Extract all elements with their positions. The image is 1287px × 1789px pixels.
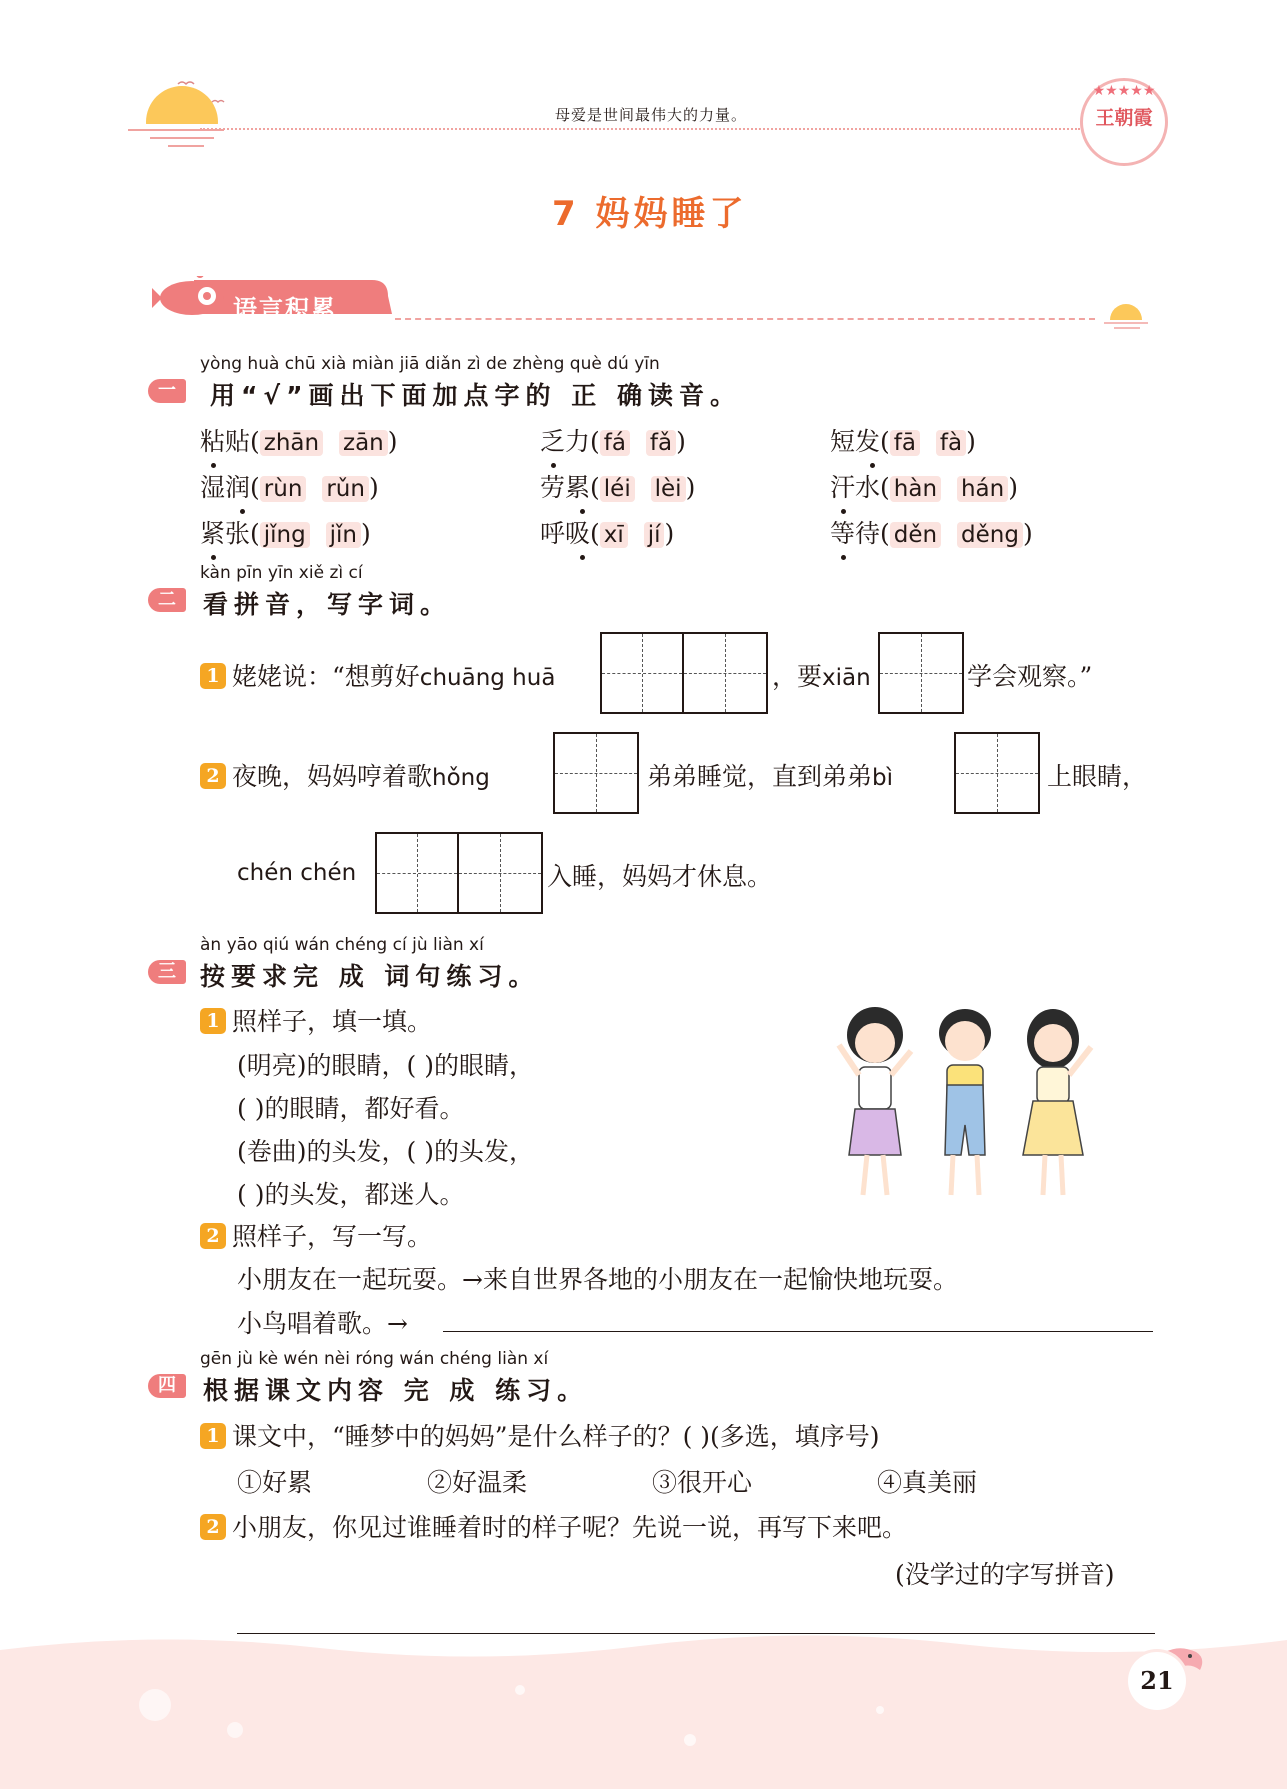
q1-item-3-rest: 发(: [855, 422, 890, 458]
small-sun-icon: [1100, 294, 1152, 334]
lesson-title: 7 妈妈睡了: [552, 194, 748, 234]
q1-item-8-first-char: 呼: [540, 519, 566, 548]
q1-item-8-option-b[interactable]: jí: [644, 522, 665, 548]
q4-s2-number: 2: [200, 1514, 226, 1540]
q1-item-9-option-a[interactable]: děn: [890, 522, 941, 548]
q1-item-2-option-a[interactable]: fá: [600, 430, 630, 456]
q1-item-6: [830, 468, 1018, 504]
q4-option-3: ③很开心: [652, 1468, 753, 1497]
q1-item-7-rest: 张(: [225, 519, 260, 548]
q1-badge: 一: [148, 379, 186, 403]
q1-item-1-option-b[interactable]: zān: [339, 430, 388, 456]
q1-item-2-close: ): [676, 427, 686, 456]
q2-s1-box-1[interactable]: [600, 632, 768, 714]
q2-badge: 二: [148, 588, 186, 612]
q1-item-8-close: ): [664, 519, 675, 548]
q1-item-1-option-a[interactable]: zhān: [260, 430, 323, 456]
q3-s1-title: [200, 1002, 432, 1038]
q3-s2-number: 2: [200, 1223, 226, 1249]
q3-s2-prompt: 小鸟唱着歌。→: [237, 1309, 408, 1338]
q1-item-6-option-b[interactable]: hán: [957, 476, 1008, 502]
q4-option-2: ②好温柔: [427, 1468, 528, 1497]
q4-title: 根据课文内容 完 成 练习。: [203, 1376, 589, 1405]
q1-item-9-rest: 待(: [855, 519, 890, 548]
q2-title: 看拼音，写字词。: [203, 590, 452, 619]
q2-s2-box-1[interactable]: [553, 732, 639, 814]
q1-item-6-close: ): [1008, 473, 1018, 502]
q1-item-6-rest: 水(: [855, 473, 890, 502]
q1-item-9-option-b[interactable]: děng: [957, 522, 1023, 548]
q4-s1-text[interactable]: 课文中，“睡梦中的妈妈”是什么样子的？( )(多选，填序号): [232, 1422, 880, 1451]
q1-item-6-option-a[interactable]: hàn: [890, 476, 941, 502]
q1-item-1-dot-char: 粘: [200, 422, 225, 458]
header-divider: [200, 128, 1080, 130]
q1-item-5-close: ): [685, 473, 696, 502]
brand-seal: [1080, 78, 1168, 166]
q3-badge: 三: [148, 960, 186, 984]
q2-s2-end: 入睡，妈妈才休息。: [547, 862, 773, 891]
q1-item-2-dot-char: 乏: [540, 422, 565, 458]
q2-s1-tail: 学会观察。”: [967, 662, 1093, 691]
seal-text: 王朝霞: [1095, 107, 1153, 129]
q2-s2-lead: [200, 757, 490, 793]
q4-s2-note: (没学过的字写拼音): [895, 1560, 1115, 1589]
header-motto: 母爱是世间最伟大的力量。: [555, 106, 748, 124]
q2-s2-tail: 上眼睛，: [1047, 762, 1148, 791]
q4-s1-number: 1: [200, 1423, 226, 1449]
three-girls-illustration: [825, 1005, 1105, 1215]
q1-item-2-option-b[interactable]: fǎ: [646, 430, 676, 456]
q3-title: 按要求完 成 词句练习。: [200, 962, 540, 991]
q2-s1-mid: [772, 657, 871, 693]
q2-s2-pinyin-3: chén chén: [237, 860, 357, 886]
q1-item-3-option-a[interactable]: fā: [890, 430, 920, 456]
q1-item-8-option-a[interactable]: xī: [600, 522, 628, 548]
q4-s2: [200, 1508, 907, 1544]
q1-pinyin: yòng huà chū xià miàn jiā diǎn zì de zhèng què dú yīn: [200, 354, 660, 374]
q1-item-4-close: ): [368, 473, 379, 502]
q1-item-5-first-char: 劳: [540, 473, 566, 502]
q1-item-3-close: ): [966, 427, 976, 456]
q4-s1: [200, 1417, 880, 1453]
writing-cell[interactable]: [956, 734, 1038, 812]
q2-s2-box-3[interactable]: [375, 832, 543, 914]
writing-cell[interactable]: [555, 734, 637, 812]
q1-item-5: [540, 468, 695, 504]
q4-option-4: ④真美丽: [877, 1468, 978, 1497]
q3-s1-line-3[interactable]: (卷曲)的头发，( )的头发，: [237, 1137, 534, 1166]
q4-option-1: ①好累: [237, 1468, 313, 1497]
q1-item-9: [830, 514, 1033, 550]
q3-s1-line-2[interactable]: ( )的眼睛，都好看。: [237, 1094, 465, 1123]
q3-s1-line-4[interactable]: ( )的头发，都迷人。: [237, 1180, 465, 1209]
writing-cell[interactable]: [377, 834, 459, 912]
q3-s2-title: [200, 1217, 432, 1253]
q1-item-3-first-char: 短: [830, 427, 856, 456]
q2-s1-box-2[interactable]: [878, 632, 964, 714]
q1-item-2-rest: 力(: [565, 427, 600, 456]
q2-s2-box-2[interactable]: [954, 732, 1040, 814]
q3-s1-line-1[interactable]: (明亮)的眼睛，( )的眼睛，: [237, 1051, 534, 1080]
q4-s2-text: 小朋友，你见过谁睡着时的样子呢？先说一说，再写下来吧。: [232, 1513, 908, 1542]
writing-cell[interactable]: [684, 634, 766, 712]
q3-s1-number: 1: [200, 1008, 226, 1034]
q1-item-1: [200, 422, 398, 458]
q1-item-4-option-b[interactable]: rǔn: [322, 476, 369, 502]
q2-pinyin: kàn pīn yīn xiě zì cí: [200, 563, 363, 583]
q3-pinyin: àn yāo qiú wán chéng cí jù liàn xí: [200, 935, 484, 955]
writing-cell[interactable]: [880, 634, 962, 712]
q1-item-7-close: ): [361, 519, 371, 548]
q4-pinyin: gēn jù kè wén nèi róng wán chéng liàn xí: [200, 1349, 549, 1369]
q2-s1-text-b: ，要: [772, 662, 823, 691]
q1-item-1-rest: 贴(: [225, 427, 260, 456]
q4-badge: 四: [148, 1374, 186, 1398]
q1-item-5-option-a[interactable]: léi: [600, 476, 635, 502]
q1-title: 用“√”画出下面加点字的 正 确读音。: [210, 381, 741, 410]
bottom-wave-decoration: [0, 1620, 1287, 1789]
q1-item-1-close: ): [387, 427, 398, 456]
q2-s2-number: 2: [200, 763, 226, 789]
q1-item-5-rest: 累(: [565, 468, 600, 504]
writing-cell[interactable]: [602, 634, 684, 712]
q2-s1-pinyin-1: chuāng huā: [419, 665, 556, 691]
q1-item-9-close: ): [1022, 519, 1033, 548]
q1-item-3: [830, 422, 976, 458]
q2-s2-pinyin-2: bì: [872, 765, 894, 791]
q2-s2-text-b: 弟弟睡觉，直到弟弟: [647, 762, 873, 791]
writing-cell[interactable]: [459, 834, 541, 912]
q1-item-7-dot-char: 紧: [200, 514, 225, 550]
section-divider: [395, 318, 1095, 320]
q1-item-7-option-b[interactable]: jǐn: [326, 522, 361, 548]
q3-s2-example: 小朋友在一起玩耍。→来自世界各地的小朋友在一起愉快地玩耍。: [237, 1265, 958, 1294]
q1-item-3-option-b[interactable]: fà: [936, 430, 966, 456]
q1-item-7-option-a[interactable]: jǐng: [260, 522, 310, 548]
q1-item-8-rest: 吸(: [565, 514, 600, 550]
q1-item-4-first-char: 湿: [200, 473, 226, 502]
q1-item-4-option-a[interactable]: rùn: [260, 476, 307, 502]
seal-stars-icon: ★★★★★: [1092, 83, 1156, 99]
q2-s1-number: 1: [200, 663, 226, 689]
q2-s2-line2: [237, 857, 356, 886]
q1-item-4-rest: 润(: [225, 468, 260, 504]
q3-s1-title-text: 照样子，填一填。: [232, 1007, 433, 1036]
q1-item-7: [200, 514, 371, 550]
q2-s2-text-a: 夜晚，妈妈哼着歌: [232, 762, 433, 791]
q1-item-9-dot-char: 等: [830, 514, 855, 550]
q2-s1-text-a: 姥姥说：“想剪好: [232, 662, 420, 691]
q1-item-5-option-b[interactable]: lèi: [651, 476, 686, 502]
section-label: 语言积累: [233, 295, 337, 323]
q2-s1-pinyin-2: xiān: [822, 665, 871, 691]
q3-s2-answer-line[interactable]: [443, 1331, 1153, 1332]
q2-s1-lead: [200, 657, 555, 693]
q1-item-4: [200, 468, 379, 504]
page-number: 21: [1128, 1652, 1186, 1710]
q1-item-8: [540, 514, 674, 550]
q1-item-2: [540, 422, 686, 458]
sun-logo-icon: [120, 74, 230, 154]
q3-s2-title-text: 照样子，写一写。: [232, 1222, 433, 1251]
q2-s2-mid: [647, 757, 893, 793]
q2-s2-pinyin-1: hǒng: [432, 765, 490, 791]
q1-item-6-dot-char: 汗: [830, 468, 855, 504]
